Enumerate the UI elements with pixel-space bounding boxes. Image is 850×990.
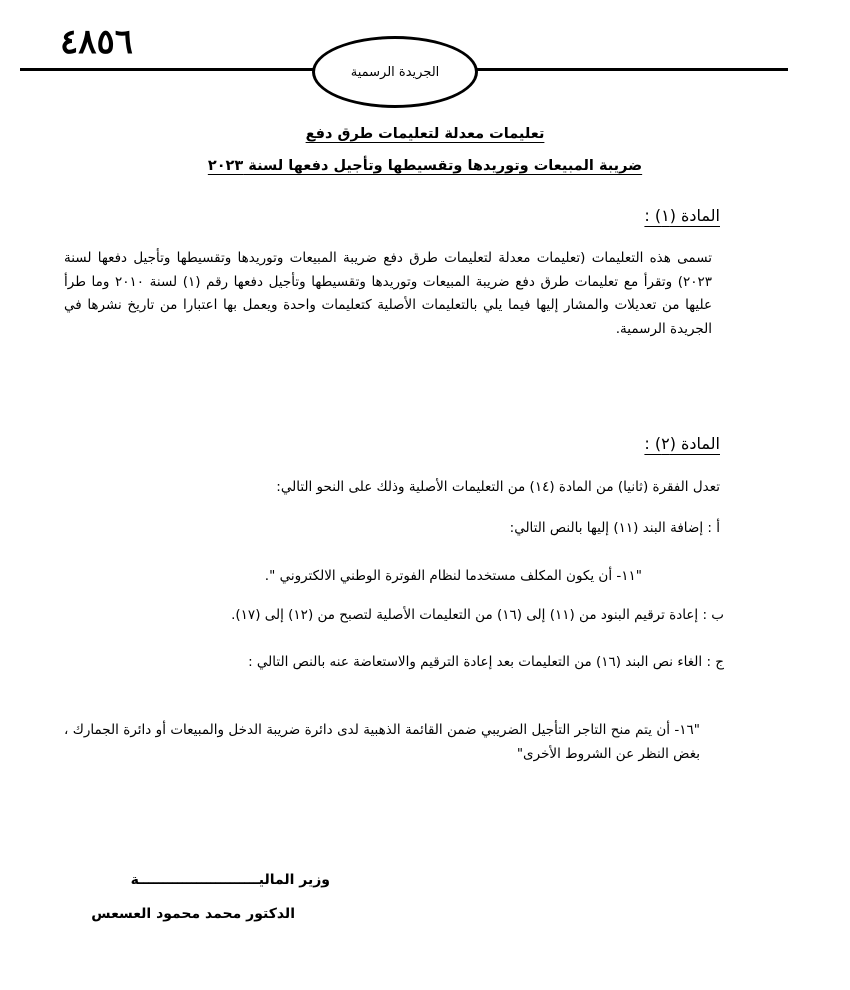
gazette-oval-label: الجريدة الرسمية	[312, 36, 478, 108]
article-2-quote-11: "١١- أن يكون المكلف مستخدما لنظام الفوترة الوطني الالكتروني ".	[264, 568, 642, 584]
article-2-item-b: ب : إعادة ترقيم البنود من (١١) إلى (١٦) من التعليمات الأصلية لتصبح من (١٢) إلى (١٧).	[231, 607, 724, 623]
article-2-item-c: ج : الغاء نص البند (١٦) من التعليمات بعد إعادة الترقيم والاستعاضة عنه بالنص التالي :	[248, 654, 724, 670]
page-number: ٤٨٥٦	[60, 22, 134, 62]
article-1-text: تسمى هذه التعليمات (تعليمات معدلة لتعليمات طرق دفع ضريبة المبيعات وتوريدها وتقسيطها وتأجيل دفعها لسنة ٢٠٢٣) وتقرأ مع تعليمات طرق دفع ضريبة المبيعات وتوريدها وتقسيطها وتأجيل دفعها رقم (١) لسنة ٢٠١٠ وما طرأ عليها من تعديلات والمشار إليها فيما يلي بالتعليمات الأصلية كتعليمات واحدة ويعمل بها اعتبارا من تاريخ نشرها في الجريدة الرسمية.	[64, 250, 712, 337]
document-title-line2: ضريبة المبيعات وتوريدها وتقسيطها وتأجيل دفعها لسنة ٢٠٢٣	[207, 158, 643, 174]
article-2-item-a: أ : إضافة البند (١١) إليها بالنص التالي:	[509, 520, 720, 536]
article-1-heading: المادة (١) :	[644, 206, 720, 225]
signature-title: وزير الماليـــــــــــــــــــــــــة	[130, 872, 330, 888]
document-title-line1: تعليمات معدلة لتعليمات طرق دفع	[305, 126, 545, 142]
article-2-heading: المادة (٢) :	[644, 434, 720, 453]
article-2-intro: تعدل الفقرة (ثانيا) من المادة (١٤) من التعليمات الأصلية وذلك على النحو التالي:	[276, 479, 720, 495]
signature-name: الدكتور محمد محمود العسعس	[91, 906, 295, 922]
article-2-quote-16: "١٦- أن يتم منح التاجر التأجيل الضريبي ضمن القائمة الذهبية لدى دائرة ضريبة الدخل والمبيعات أو دائرة الجمارك ، بغض النظر عن الشروط الأخرى"	[64, 722, 700, 762]
